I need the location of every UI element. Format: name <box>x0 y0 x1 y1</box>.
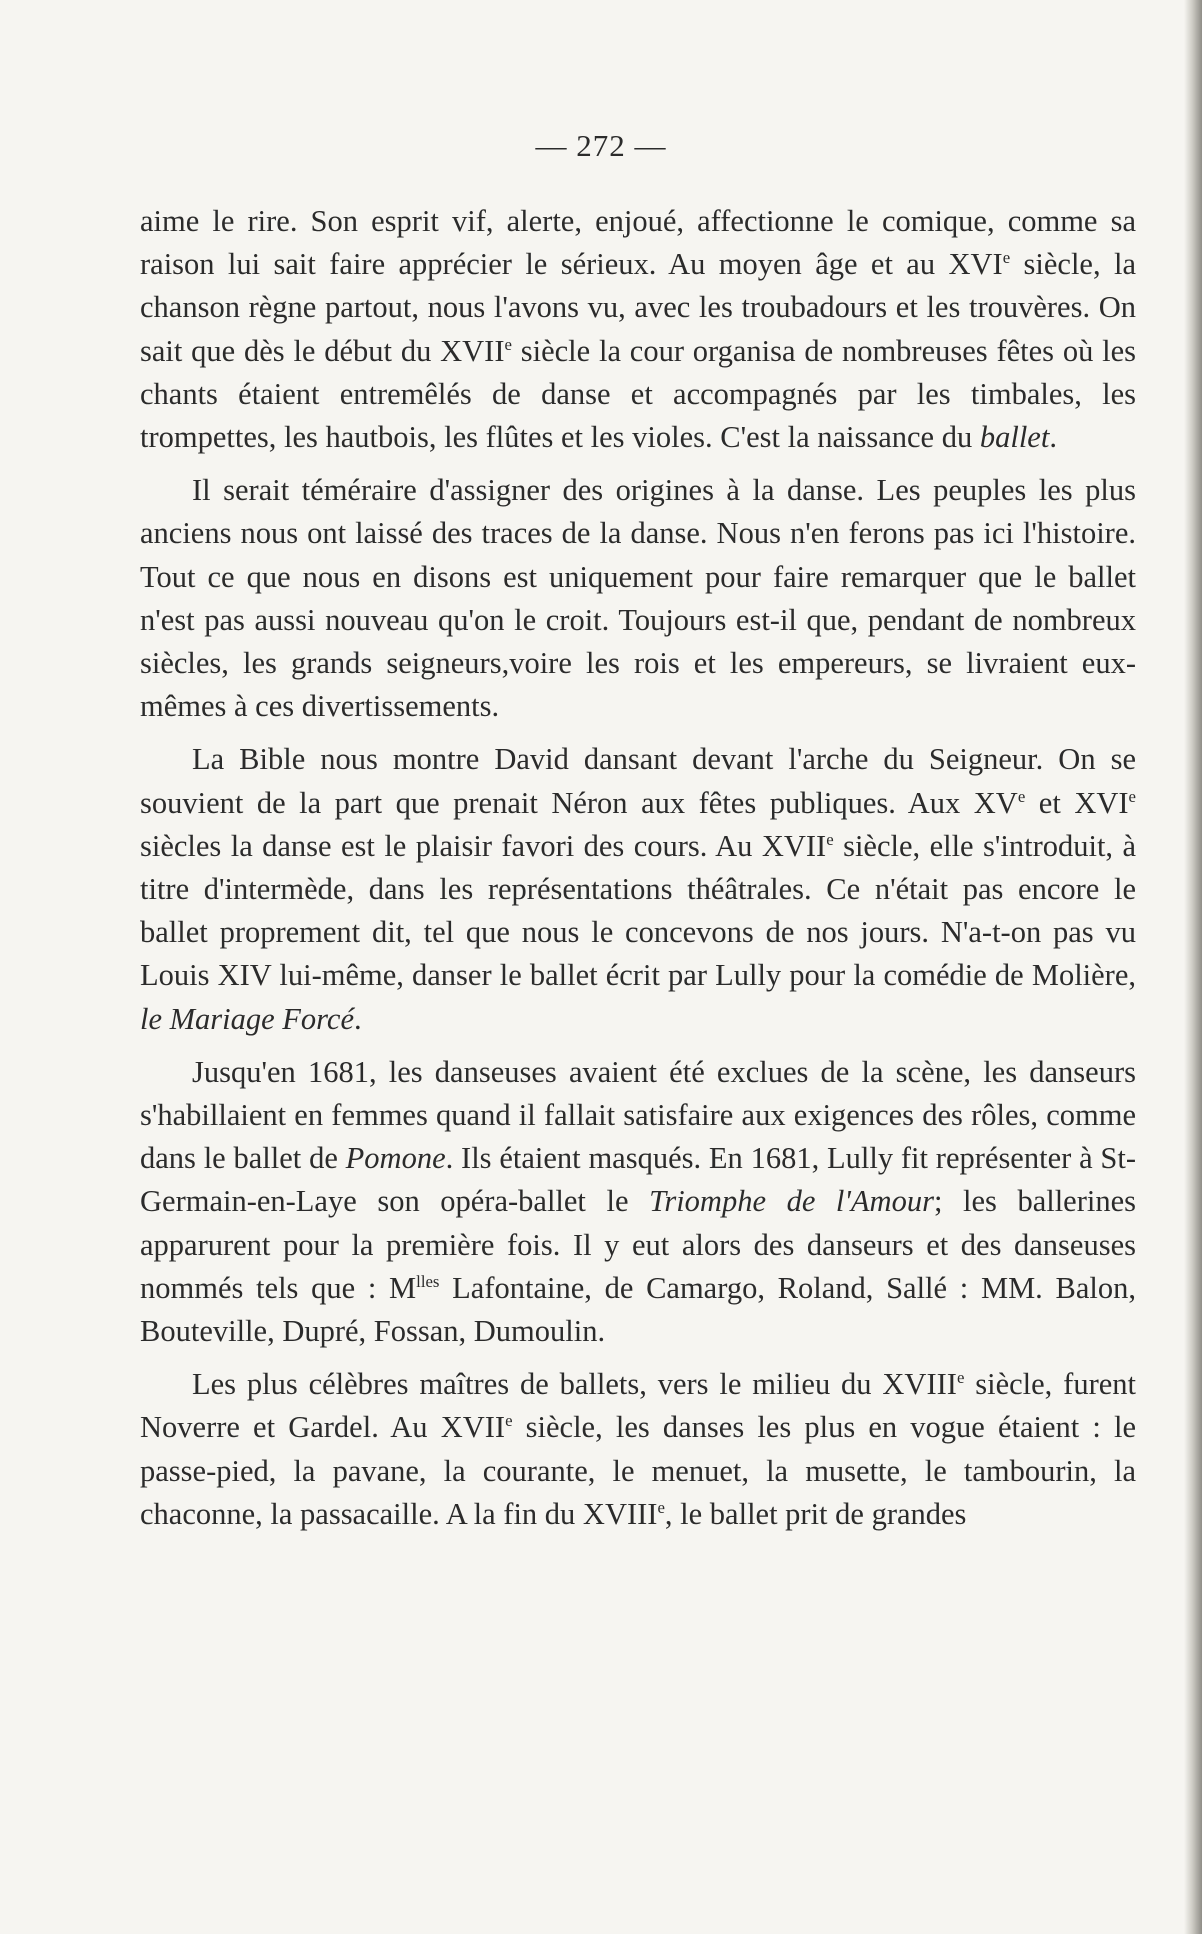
text-run: ; les ballerines apparurent pour la première fois. Il y eut alors des danseurs et des danseuses nommés tels que : M <box>140 1184 1137 1305</box>
page-edge-shadow <box>1184 0 1202 1934</box>
text-run: La Bible nous montre David dansant devant l'arche du Seigneur. On se souvient de la part que prenait Néron aux fêtes publiques. Aux XV <box>140 742 1136 820</box>
text-run: siècle, furent Noverre et Gardel. Au XVII <box>140 1367 1136 1445</box>
text-run: siècle la cour organisa de nombreuses fêtes où les chants étaient entremêlés de danse et accompagnés par les timbales, les trompettes, les hautbois, les flûtes et les violes. C'est la naissance du <box>140 333 1136 455</box>
paragraph-1 <box>140 200 1136 459</box>
paragraph-2 <box>140 469 1136 728</box>
italic-title: Pomone <box>345 1141 446 1176</box>
text-run: Il serait téméraire d'assigner des origines à la danse. Les peuples les plus anciens nous ont laissé des traces de la danse. Nous n'en ferons pas ici l'histoire. Tout ce que nous en disons est uniquement pour faire remarquer que le ballet n'est pas aussi nouveau qu'on le croit. Toujours est-il que, pendant de nombreux siècles, les grands seigneurs,voire les rois et les empereurs, se livraient eux-mêmes à ces divertissements. <box>140 473 1136 724</box>
text-run: siècle, les danses les plus en vogue étaient : le passe-pied, la pavane, la courante, le menuet, la musette, le tambourin, la chaconne, la passacaille. A la fin du XVIII <box>140 1410 1136 1531</box>
paragraph-3 <box>140 738 1136 1040</box>
italic-title: ballet <box>979 420 1050 455</box>
italic-title: Triomphe de l'Amour <box>649 1184 934 1219</box>
superscript: e <box>657 1497 665 1517</box>
text-run: , le ballet prit de grandes <box>664 1496 967 1531</box>
superscript: e <box>1128 786 1136 806</box>
text-run: siècle, la chanson règne partout, nous l'avons vu, avec les troubadours et les trouvères. On sait que dès le début du XVII <box>140 247 1136 368</box>
paragraph-4 <box>140 1051 1136 1353</box>
text-run: . Ils étaient masqués. En 1681, Lully fit représenter à St-Germain-en-Laye son opéra-ballet le <box>140 1141 1137 1219</box>
superscript: e <box>1017 786 1026 806</box>
italic-title: le Mariage Forcé <box>140 1001 354 1036</box>
text-run: Les plus célèbres maîtres de ballets, vers le milieu du XVIII <box>192 1367 957 1402</box>
superscript: e <box>826 829 834 849</box>
text-run: Jusqu'en 1681, les danseuses avaient été exclues de la scène, les danseurs s'habillaient en femmes quand il fallait satisfaire aux exigences des rôles, comme dans le ballet de <box>140 1054 1136 1176</box>
superscript: e <box>504 334 512 354</box>
superscript: lles <box>416 1271 440 1291</box>
body-text <box>140 200 1136 1546</box>
text-run: . <box>354 1001 362 1036</box>
paragraph-5 <box>140 1363 1136 1536</box>
text-run: Lafontaine, de Camargo, Roland, Sallé : MM. Balon, Bouteville, Dupré, Fossan, Dumoulin. <box>140 1270 1136 1349</box>
text-run: aime le rire. Son esprit vif, alerte, enjoué, affectionne le comique, comme sa raison lui sait faire apprécier le sérieux. Au moyen âge et au XVI <box>140 204 1136 282</box>
superscript: e <box>956 1368 965 1388</box>
text-run: et XVI <box>1025 785 1129 820</box>
superscript: e <box>1002 248 1011 268</box>
text-run: . <box>1049 420 1057 455</box>
page-number: — 272 — <box>535 128 667 163</box>
text-run: siècles la danse est le plaisir favori des cours. Au XVII <box>140 828 827 863</box>
superscript: e <box>505 1411 513 1431</box>
text-run: siècle, elle s'introduit, à titre d'intermède, dans les représentations théâtrales. Ce n'était pas encore le ballet proprement dit, tel que nous le concevons de nos jours. N'a-t-on pas vu Louis XIV lui-même, danser le ballet écrit par Lully pour la comédie de Molière, <box>140 828 1137 993</box>
